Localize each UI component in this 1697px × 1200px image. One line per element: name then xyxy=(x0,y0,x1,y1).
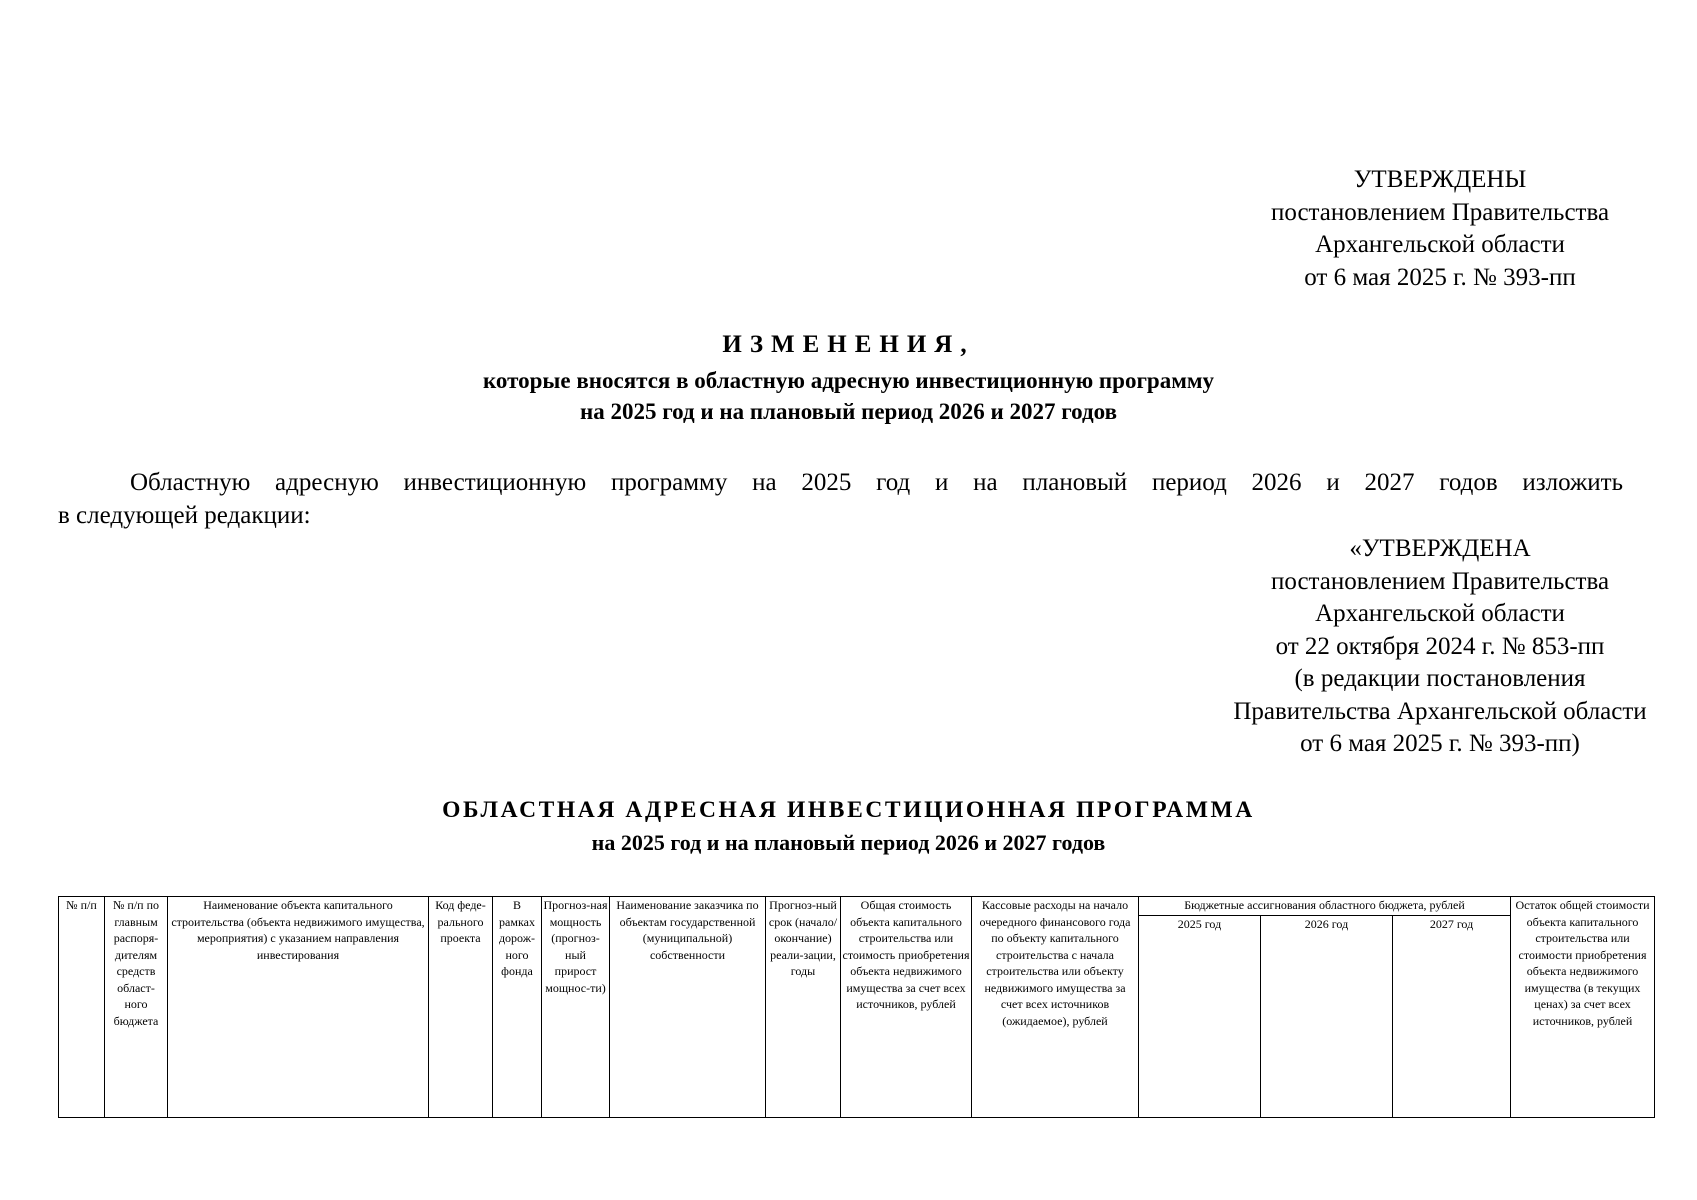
col-header-total-cost: Общая стоимость объекта капитального строительства или стоимость приобретения объекта недвижимого имущества за счет всех источников, рублей xyxy=(841,897,972,1118)
approval-stamp xyxy=(1230,164,1650,294)
approval-stamp-line: постановлением Правительства xyxy=(1270,198,1610,226)
changes-heading: ИЗМЕНЕНИЯ, xyxy=(722,331,975,358)
col-header-cash-expenses: Кассовые расходы на начало очередного финансового года по объекту капитального строительства с начала строительства или объекту недвижимого имущества за счет всех источников (ожидаемое), рублей xyxy=(972,897,1139,1118)
program-stamp-title: «УТВЕРЖДЕНА xyxy=(1349,535,1531,562)
col-header-road-fund: В рамках дорож-ного фонда xyxy=(493,897,542,1118)
col-header-remaining-cost: Остаток общей стоимости объекта капитального строительства или стоимости приобретения объекта недвижимого имущества (в текущих ценах) за счет всех источников, рублей xyxy=(1511,897,1655,1118)
approval-stamp-title: УТВЕРЖДЕНЫ xyxy=(1353,166,1527,193)
program-approval-stamp xyxy=(1185,533,1695,761)
program-stamp-date: от 22 октября 2024 г. № 853-пп xyxy=(1275,632,1605,660)
program-subtitle: на 2025 год и на плановый период 2026 и 2027 годов xyxy=(591,830,1106,855)
col-header-num: № п/п xyxy=(59,897,105,1118)
program-stamp-line: Архангельской области xyxy=(1315,600,1565,627)
col-header-budget-allocations: Бюджетные ассигнования областного бюджета, рублей xyxy=(1139,897,1511,916)
program-title: ОБЛАСТНАЯ АДРЕСНАЯ ИНВЕСТИЦИОННАЯ ПРОГРАММА xyxy=(442,797,1255,823)
body-paragraph-line1: Областную адресную инвестиционную программу на 2025 год и на плановый период 2026 и 2027 годов изложить xyxy=(130,469,1623,496)
col-header-object-name: Наименование объекта капитального строительства (объекта недвижимого имущества, мероприятия) с указанием направления инвестирования xyxy=(168,897,429,1118)
changes-subtitle-line2: на 2025 год и на плановый период 2026 и 2027 годов xyxy=(580,399,1117,424)
table-header-row xyxy=(59,897,1655,916)
approval-stamp-line: Архангельской области xyxy=(1315,231,1565,258)
program-stamp-line: (в редакции постановления xyxy=(1294,665,1586,692)
col-header-federal-project-code: Код феде-рального проекта xyxy=(429,897,493,1118)
body-paragraph xyxy=(58,466,1623,532)
col-header-forecast-period: Прогноз-ный срок (начало/ окончание) реали-зации, годы xyxy=(766,897,841,1118)
col-header-year: 2025 год xyxy=(1139,916,1261,1118)
program-stamp-line: от 6 мая 2025 г. № 393-пп) xyxy=(1300,730,1580,757)
col-header-year: 2026 год xyxy=(1261,916,1393,1118)
col-header-forecast-capacity: Прогноз-ная мощность (прогноз-ный прирост мощнос-ти) xyxy=(542,897,610,1118)
program-stamp-line: Правительства Архангельской области xyxy=(1233,697,1647,725)
approval-stamp-date: от 6 мая 2025 г. № 393-пп xyxy=(1304,263,1576,291)
col-header-year: 2027 год xyxy=(1393,916,1511,1118)
col-header-num-by-manager: № п/п по главным распоря-дителям средств област-ного бюджета xyxy=(105,897,168,1118)
program-table xyxy=(58,896,1655,1118)
col-header-customer-name: Наименование заказчика по объектам государственной (муниципальной) собственности xyxy=(610,897,766,1118)
changes-subtitle-line1: которые вносятся в областную адресную инвестиционную программу xyxy=(482,368,1215,393)
program-stamp-line: постановлением Правительства xyxy=(1270,567,1610,595)
body-paragraph-line2: в следующей редакции: xyxy=(58,502,311,529)
